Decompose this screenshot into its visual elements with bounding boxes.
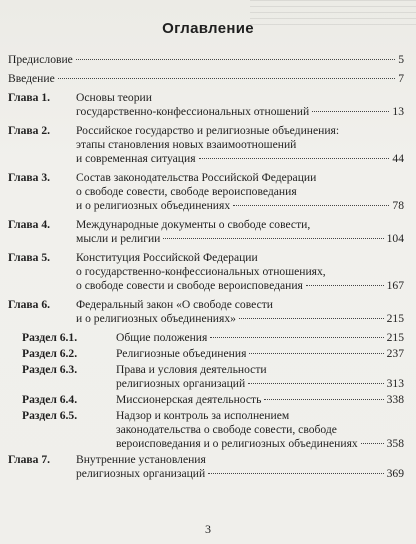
toc-entry[interactable]: [8, 251, 404, 293]
toc-entry-page: 44: [392, 152, 404, 165]
dot-leader: [239, 318, 384, 319]
toc-entry-label: Глава 2.: [8, 124, 51, 137]
toc-entry-label: Раздел 6.1.: [22, 331, 78, 344]
toc-entry-title: Права и условия деятельности: [116, 363, 267, 376]
toc-entry-page: 358: [386, 437, 404, 450]
toc-entry-label: Раздел 6.5.: [22, 409, 78, 422]
toc-entry[interactable]: [8, 218, 404, 246]
dot-leader: [210, 337, 383, 338]
toc-entry[interactable]: [8, 72, 404, 86]
toc-entry-title: Основы теории: [76, 91, 152, 104]
toc-entry-title: государственно-конфессиональных отношений: [76, 105, 310, 118]
toc-entry-label: Раздел 6.4.: [22, 393, 78, 406]
toc-section-entry[interactable]: [8, 409, 404, 451]
toc-entry-page: 313: [386, 377, 404, 390]
toc-entry-page: 338: [386, 393, 404, 406]
toc-entry[interactable]: [8, 298, 404, 326]
toc-entry-title: Миссионерская деятельность: [116, 393, 262, 406]
toc-entry-title: религиозных организаций: [76, 467, 206, 480]
toc-entry-title: религиозных организаций: [116, 377, 246, 390]
toc-entry-page: 78: [392, 199, 404, 212]
toc-entry-title: и современная ситуация: [76, 152, 196, 165]
toc-entry[interactable]: [8, 171, 404, 213]
toc-entry-label: Глава 3.: [8, 171, 51, 184]
toc-entry-title: Международные документы о свободе совести,: [76, 218, 311, 231]
toc-entry-title: Конституция Российской Федерации: [76, 251, 258, 264]
dot-leader: [58, 78, 395, 79]
dot-leader: [248, 383, 383, 384]
toc-entry-label: Глава 4.: [8, 218, 51, 231]
dot-leader: [199, 158, 390, 159]
toc-entry-title: Федеральный закон «О свободе совести: [76, 298, 273, 311]
toc-section-entry[interactable]: [8, 363, 404, 391]
toc-entry-page: 215: [386, 331, 404, 344]
toc-entry-title: этапы становления новых взаимоотношений: [76, 138, 297, 151]
dot-leader: [163, 238, 383, 239]
dot-leader: [233, 205, 389, 206]
toc-entry-page: 237: [386, 347, 404, 360]
toc-entry-label: Раздел 6.2.: [22, 347, 78, 360]
toc-section-entry[interactable]: [8, 331, 404, 345]
dot-leader: [249, 353, 383, 354]
toc-entry-title: Религиозные объединения: [116, 347, 247, 360]
dot-leader: [361, 443, 384, 444]
toc-entry[interactable]: [8, 53, 404, 67]
dot-leader: [76, 59, 395, 60]
toc-entry-label: Раздел 6.3.: [22, 363, 78, 376]
toc-entry-page: 215: [386, 312, 404, 325]
toc-entry-page: 369: [386, 467, 404, 480]
toc-section-entry[interactable]: [8, 347, 404, 361]
toc-entry[interactable]: [8, 453, 404, 481]
dot-leader: [264, 399, 383, 400]
toc-entry-page: 13: [392, 105, 404, 118]
toc-entry-page: 5: [398, 53, 404, 66]
toc-entry-title: и о религиозных объединениях»: [76, 312, 236, 325]
toc-entry-title: законодательства о свободе совести, свободе: [116, 423, 337, 436]
toc-entry-title: Внутренние установления: [76, 453, 206, 466]
toc-entry-title: Предисловие: [8, 53, 73, 66]
toc-entry-title: мысли и религии: [76, 232, 161, 245]
toc-entry[interactable]: [8, 124, 404, 166]
dot-leader: [312, 111, 389, 112]
toc-entry-label: Глава 6.: [8, 298, 51, 311]
toc-entry-title: Российское государство и религиозные объединения:: [76, 124, 340, 137]
table-of-contents: [8, 53, 404, 486]
toc-entry-title: Введение: [8, 72, 55, 85]
toc-entry-title: о свободе совести и свободе вероисповедания: [76, 279, 303, 292]
toc-entry-title: Надзор и контроль за исполнением: [116, 409, 290, 422]
toc-entry-page: 104: [386, 232, 404, 245]
dot-leader: [208, 473, 383, 474]
toc-entry-title: о свободе совести, свободе вероисповедания: [76, 185, 297, 198]
toc-entry-title: вероисповедания и о религиозных объединениях: [116, 437, 358, 450]
page-title: Оглавление: [162, 20, 254, 37]
toc-entry-label: Глава 5.: [8, 251, 51, 264]
toc-entry-title: Состав законодательства Российской Федерации: [76, 171, 317, 184]
page-number: 3: [205, 522, 211, 536]
toc-entry-title: и о религиозных объединениях: [76, 199, 231, 212]
toc-entry-page: 167: [386, 279, 404, 292]
toc-entry-page: 7: [398, 72, 404, 85]
toc-entry-label: Глава 7.: [8, 453, 51, 466]
toc-entry-title: Общие положения: [116, 331, 208, 344]
toc-entry-label: Глава 1.: [8, 91, 51, 104]
toc-entry[interactable]: [8, 91, 404, 119]
toc-entry-title: о государственно-конфессиональных отношениях,: [76, 265, 326, 278]
toc-section-entry[interactable]: [8, 393, 404, 407]
dot-leader: [306, 285, 384, 286]
